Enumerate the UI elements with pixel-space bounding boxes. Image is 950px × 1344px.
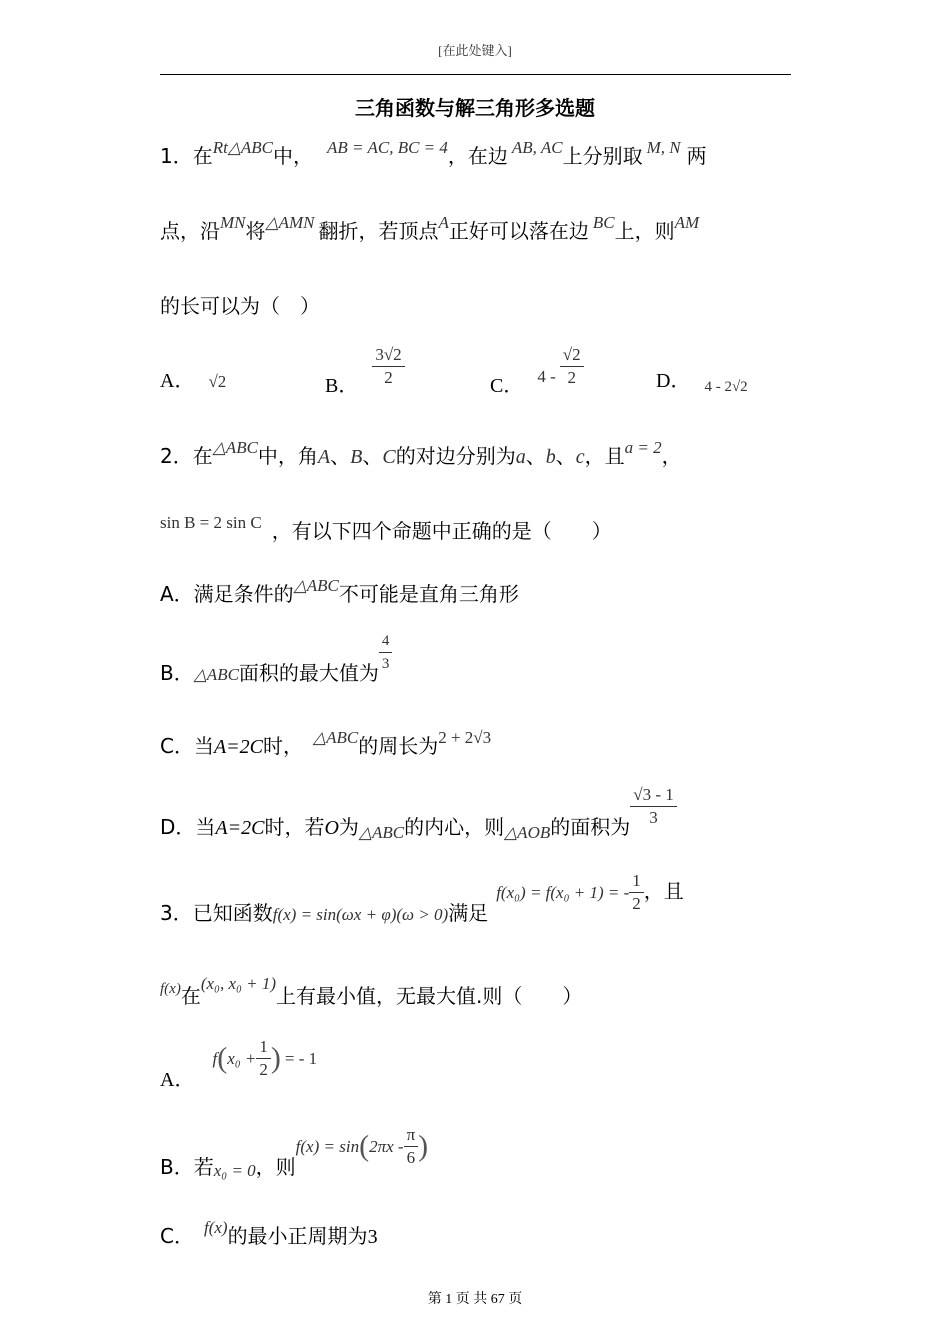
- q2-var: c: [575, 446, 585, 468]
- q1-am: AM: [674, 213, 700, 232]
- option-math: △ABC: [358, 823, 405, 842]
- page-footer: 第 1 页 共 67 页: [427, 1292, 523, 1307]
- option-math: f(x): [203, 1218, 228, 1237]
- page-header: [在此处键入]: [438, 43, 512, 58]
- option-fraction: [372, 344, 404, 389]
- option-text: 面积的最大值为: [238, 661, 379, 685]
- option-math: 2 + 2√3: [438, 728, 492, 747]
- q2-var: a: [515, 446, 526, 468]
- option-math: f(x) = sin: [295, 1137, 360, 1156]
- option-text: ，则: [255, 1155, 296, 1179]
- q1-option-b: [325, 344, 405, 397]
- q2-text: 、: [330, 444, 351, 468]
- denominator: 3: [381, 656, 390, 672]
- q2-text: ，有以下四个命题中正确的是（ ）: [271, 519, 612, 543]
- q3-function: f(x) = sin(ωx + φ)(ω > 0): [272, 905, 449, 924]
- q3-line2: [160, 974, 583, 1009]
- q1-text: 上，则: [614, 219, 675, 243]
- option-math: = - 1: [284, 1049, 318, 1068]
- q2-var: C: [382, 446, 396, 468]
- q1-text: 将: [245, 219, 266, 243]
- option-math: A=2C: [215, 817, 265, 839]
- q2-text: 、: [362, 444, 383, 468]
- q2-option-c: [160, 730, 491, 759]
- right-paren: ): [270, 1041, 281, 1075]
- q1-condition: AB = AC, BC = 4: [327, 138, 448, 157]
- denominator: 6: [406, 1148, 416, 1167]
- q1-text: 两: [686, 144, 707, 168]
- q1-text: 中，: [273, 144, 314, 168]
- q2-var: b: [545, 446, 556, 468]
- q2-text: 的对边分别为: [395, 444, 516, 468]
- option-text: B．: [160, 661, 194, 685]
- q1-line3: 的长可以为（ ）: [160, 294, 320, 318]
- left-paren: (: [359, 1129, 370, 1163]
- q3-text: 上有最小值，无最大值.则（ ）: [276, 984, 583, 1008]
- q1-line2: [160, 215, 699, 244]
- q2-var: A: [317, 446, 331, 468]
- page-title: 三角函数与解三角形多选题: [355, 96, 595, 120]
- option-text: 时，: [263, 734, 304, 758]
- option-text: 的面积为: [550, 815, 631, 839]
- option-fraction: [404, 1124, 419, 1169]
- option-math: x₀ +: [227, 1049, 257, 1068]
- q1-option-d: [656, 364, 748, 393]
- q2-var: B: [350, 446, 363, 468]
- option-text: 的最小正周期为: [227, 1224, 368, 1248]
- option-value: 3: [367, 1226, 378, 1248]
- option-fraction: [379, 630, 393, 675]
- q3-fraction: [629, 870, 644, 915]
- option-math: 2πx -: [369, 1137, 404, 1156]
- q1-text: 1．在: [160, 144, 213, 168]
- numerator: √2: [560, 344, 584, 367]
- option-math: O: [324, 817, 339, 839]
- q2-a-eq: a = 2: [624, 438, 662, 457]
- q2-text: 中，角: [257, 444, 318, 468]
- q3-line1: [160, 870, 684, 925]
- q3-text: ，且: [643, 879, 684, 903]
- q1-text: 上分别取: [562, 144, 643, 168]
- right-paren: ): [418, 1129, 429, 1163]
- option-text: A．满足条件的: [160, 582, 294, 606]
- option-label: B．: [325, 375, 359, 397]
- option-value: 4 - 2√2: [704, 379, 748, 395]
- q2-text: ，: [661, 444, 682, 468]
- q3-math: f(x): [160, 981, 181, 997]
- q1-rt-triangle: Rt△ABC: [212, 138, 274, 157]
- option-fraction: [560, 344, 584, 389]
- option-math: △ABC: [193, 665, 239, 684]
- header-rule: [160, 74, 791, 75]
- numerator: 3√2: [372, 344, 404, 367]
- option-text: 的周长为: [358, 734, 439, 758]
- option-label: A．: [160, 370, 195, 392]
- q3-text: 3．已知函数: [160, 901, 273, 925]
- q3-condition: f(x₀) = f(x₀ + 1) = -: [496, 883, 630, 902]
- q1-text: 翻折，若顶点: [318, 219, 439, 243]
- option-value: √2: [208, 372, 227, 391]
- option-text: D．当: [160, 815, 216, 839]
- q1-mn: MN: [220, 213, 246, 232]
- option-math: f: [212, 1049, 218, 1068]
- q2-text: 、: [525, 444, 546, 468]
- option-label: C．: [490, 375, 524, 397]
- option-text: 为: [338, 815, 359, 839]
- option-label: D．: [656, 370, 691, 392]
- q1-option-a: [160, 364, 226, 393]
- option-text: 不可能是直角三角形: [338, 582, 519, 606]
- option-math: A=2C: [213, 736, 264, 758]
- denominator: 3: [649, 808, 658, 827]
- option-math: △AOB: [504, 823, 551, 842]
- q2-option-a: [160, 578, 519, 607]
- q2-text: 2．在: [160, 444, 213, 468]
- q3-text: 满足: [448, 901, 489, 925]
- q2-option-b: [160, 630, 392, 685]
- left-paren: (: [217, 1041, 228, 1075]
- q1-vertex-a: A: [438, 213, 449, 232]
- option-math: △ABC: [293, 576, 339, 595]
- q2-line1: [160, 440, 682, 469]
- q1-text: ，在边: [447, 144, 508, 168]
- q2-text: 、: [555, 444, 576, 468]
- q2-text: ，且: [584, 444, 625, 468]
- q1-amn: △AMN: [265, 213, 315, 232]
- q2-line2: [160, 515, 612, 544]
- numerator: π: [404, 1124, 419, 1147]
- denominator: 2: [567, 368, 576, 387]
- q1-option-c: [490, 344, 584, 397]
- q1-line1: [160, 140, 707, 169]
- q1-text: 正好可以落在边: [448, 219, 589, 243]
- q1-text: 点，沿: [160, 219, 220, 243]
- option-text: C．: [160, 1224, 194, 1248]
- option-math: x₀ = 0: [213, 1161, 256, 1180]
- q1-points: M, N: [646, 138, 681, 157]
- q3-text: 在: [180, 984, 201, 1008]
- option-value: 4 -: [537, 367, 556, 386]
- option-fraction: [256, 1036, 271, 1081]
- option-text: C．当: [160, 734, 214, 758]
- numerator: 1: [629, 870, 644, 893]
- q2-abc: △ABC: [212, 438, 258, 457]
- q1-sides: AB, AC: [511, 138, 563, 157]
- numerator: √3 - 1: [630, 784, 677, 807]
- option-text: 的内心，则: [404, 815, 505, 839]
- numerator: 1: [256, 1036, 271, 1059]
- denominator: 2: [259, 1060, 268, 1079]
- q2-option-d: [160, 784, 677, 842]
- option-fraction: [630, 784, 677, 829]
- q3-option-b: [160, 1124, 429, 1180]
- denominator: 2: [632, 894, 641, 913]
- q3-option-c: [160, 1220, 378, 1249]
- option-label: A．: [160, 1069, 195, 1091]
- q3-option-a: [160, 1036, 318, 1091]
- q2-sin-condition: sin B = 2 sin C: [160, 513, 262, 532]
- option-text: B．若: [160, 1155, 214, 1179]
- q3-interval: (x₀, x₀ + 1): [200, 974, 277, 993]
- q1-bc: BC: [592, 213, 615, 232]
- option-text: 时，若: [264, 815, 325, 839]
- denominator: 2: [384, 368, 393, 387]
- numerator: 4: [379, 630, 393, 653]
- option-math: △ABC: [313, 728, 359, 747]
